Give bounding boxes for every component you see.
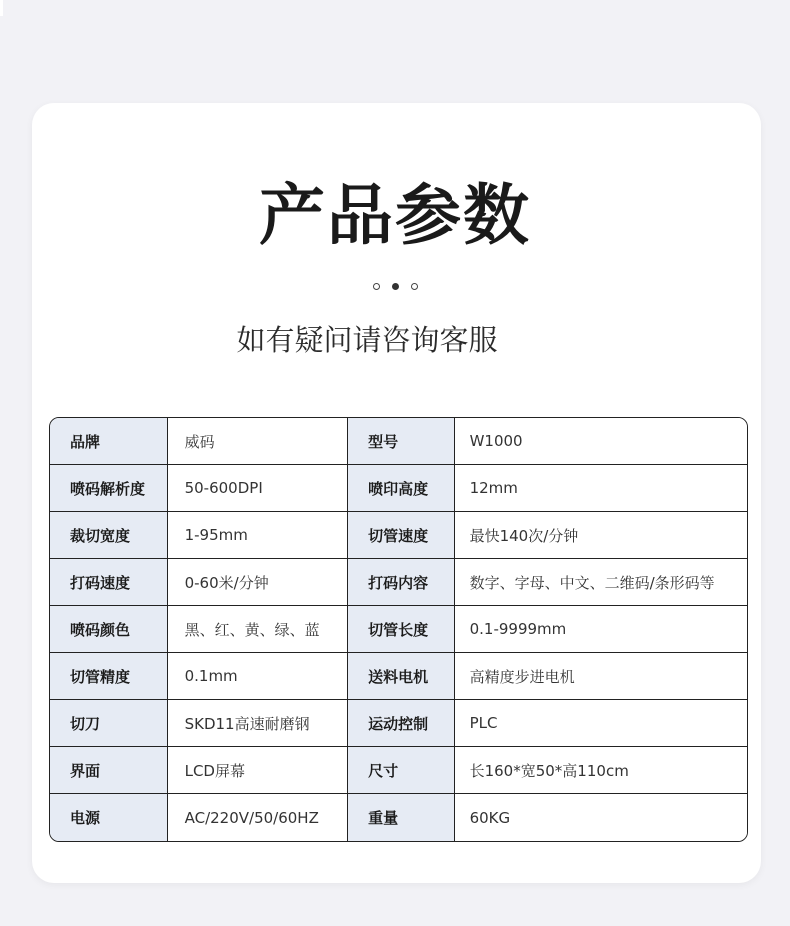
spec-label: 型号: [348, 418, 455, 465]
table-row: [50, 747, 747, 794]
spec-label: 重量: [348, 794, 455, 841]
table-row: [50, 794, 747, 841]
spec-value: 60KG: [455, 794, 747, 841]
spec-value: 威码: [168, 418, 348, 465]
spec-value: 0.1mm: [168, 653, 348, 700]
table-row: [50, 465, 747, 512]
spec-value: 0-60米/分钟: [168, 559, 348, 606]
spec-value: 数字、字母、中文、二维码/条形码等: [455, 559, 747, 606]
page-subtitle: 如有疑问请咨询客服: [236, 323, 498, 357]
spec-label: 切管速度: [348, 512, 455, 559]
spec-value: PLC: [455, 700, 747, 747]
spec-label: 运动控制: [348, 700, 455, 747]
spec-value: W1000: [455, 418, 747, 465]
spec-value: LCD屏幕: [168, 747, 348, 794]
table-row: [50, 559, 747, 606]
pager-dot-active[interactable]: [392, 283, 399, 290]
table-row: [50, 606, 747, 653]
spec-label: 电源: [50, 794, 168, 841]
spec-value: 黑、红、黄、绿、蓝: [168, 606, 348, 653]
pager-dot[interactable]: [411, 283, 418, 290]
table-row: [50, 700, 747, 747]
table-row: [50, 512, 747, 559]
spec-label: 界面: [50, 747, 168, 794]
pager-dots: [0, 283, 790, 290]
spec-value: SKD11高速耐磨钢: [168, 700, 348, 747]
spec-label: 切管精度: [50, 653, 168, 700]
spec-label: 打码内容: [348, 559, 455, 606]
spec-value: AC/220V/50/60HZ: [168, 794, 348, 841]
spec-label: 切刀: [50, 700, 168, 747]
spec-value: 50-600DPI: [168, 465, 348, 512]
spec-value: 高精度步进电机: [455, 653, 747, 700]
spec-table: [49, 417, 748, 842]
spec-label: 裁切宽度: [50, 512, 168, 559]
spec-value: 最快140次/分钟: [455, 512, 747, 559]
spec-label: 喷印高度: [348, 465, 455, 512]
spec-label: 尺寸: [348, 747, 455, 794]
spec-value: 0.1-9999mm: [455, 606, 747, 653]
pager-dot[interactable]: [373, 283, 380, 290]
spec-label: 送料电机: [348, 653, 455, 700]
corner-mark: [0, 0, 3, 16]
spec-label: 品牌: [50, 418, 168, 465]
page-title: 产品参数: [259, 177, 531, 254]
spec-label: 切管长度: [348, 606, 455, 653]
table-row: [50, 653, 747, 700]
spec-value: 12mm: [455, 465, 747, 512]
spec-label: 喷码解析度: [50, 465, 168, 512]
spec-value: 1-95mm: [168, 512, 348, 559]
spec-label: 打码速度: [50, 559, 168, 606]
spec-label: 喷码颜色: [50, 606, 168, 653]
spec-value: 长160*宽50*高110cm: [455, 747, 747, 794]
table-row: [50, 418, 747, 465]
